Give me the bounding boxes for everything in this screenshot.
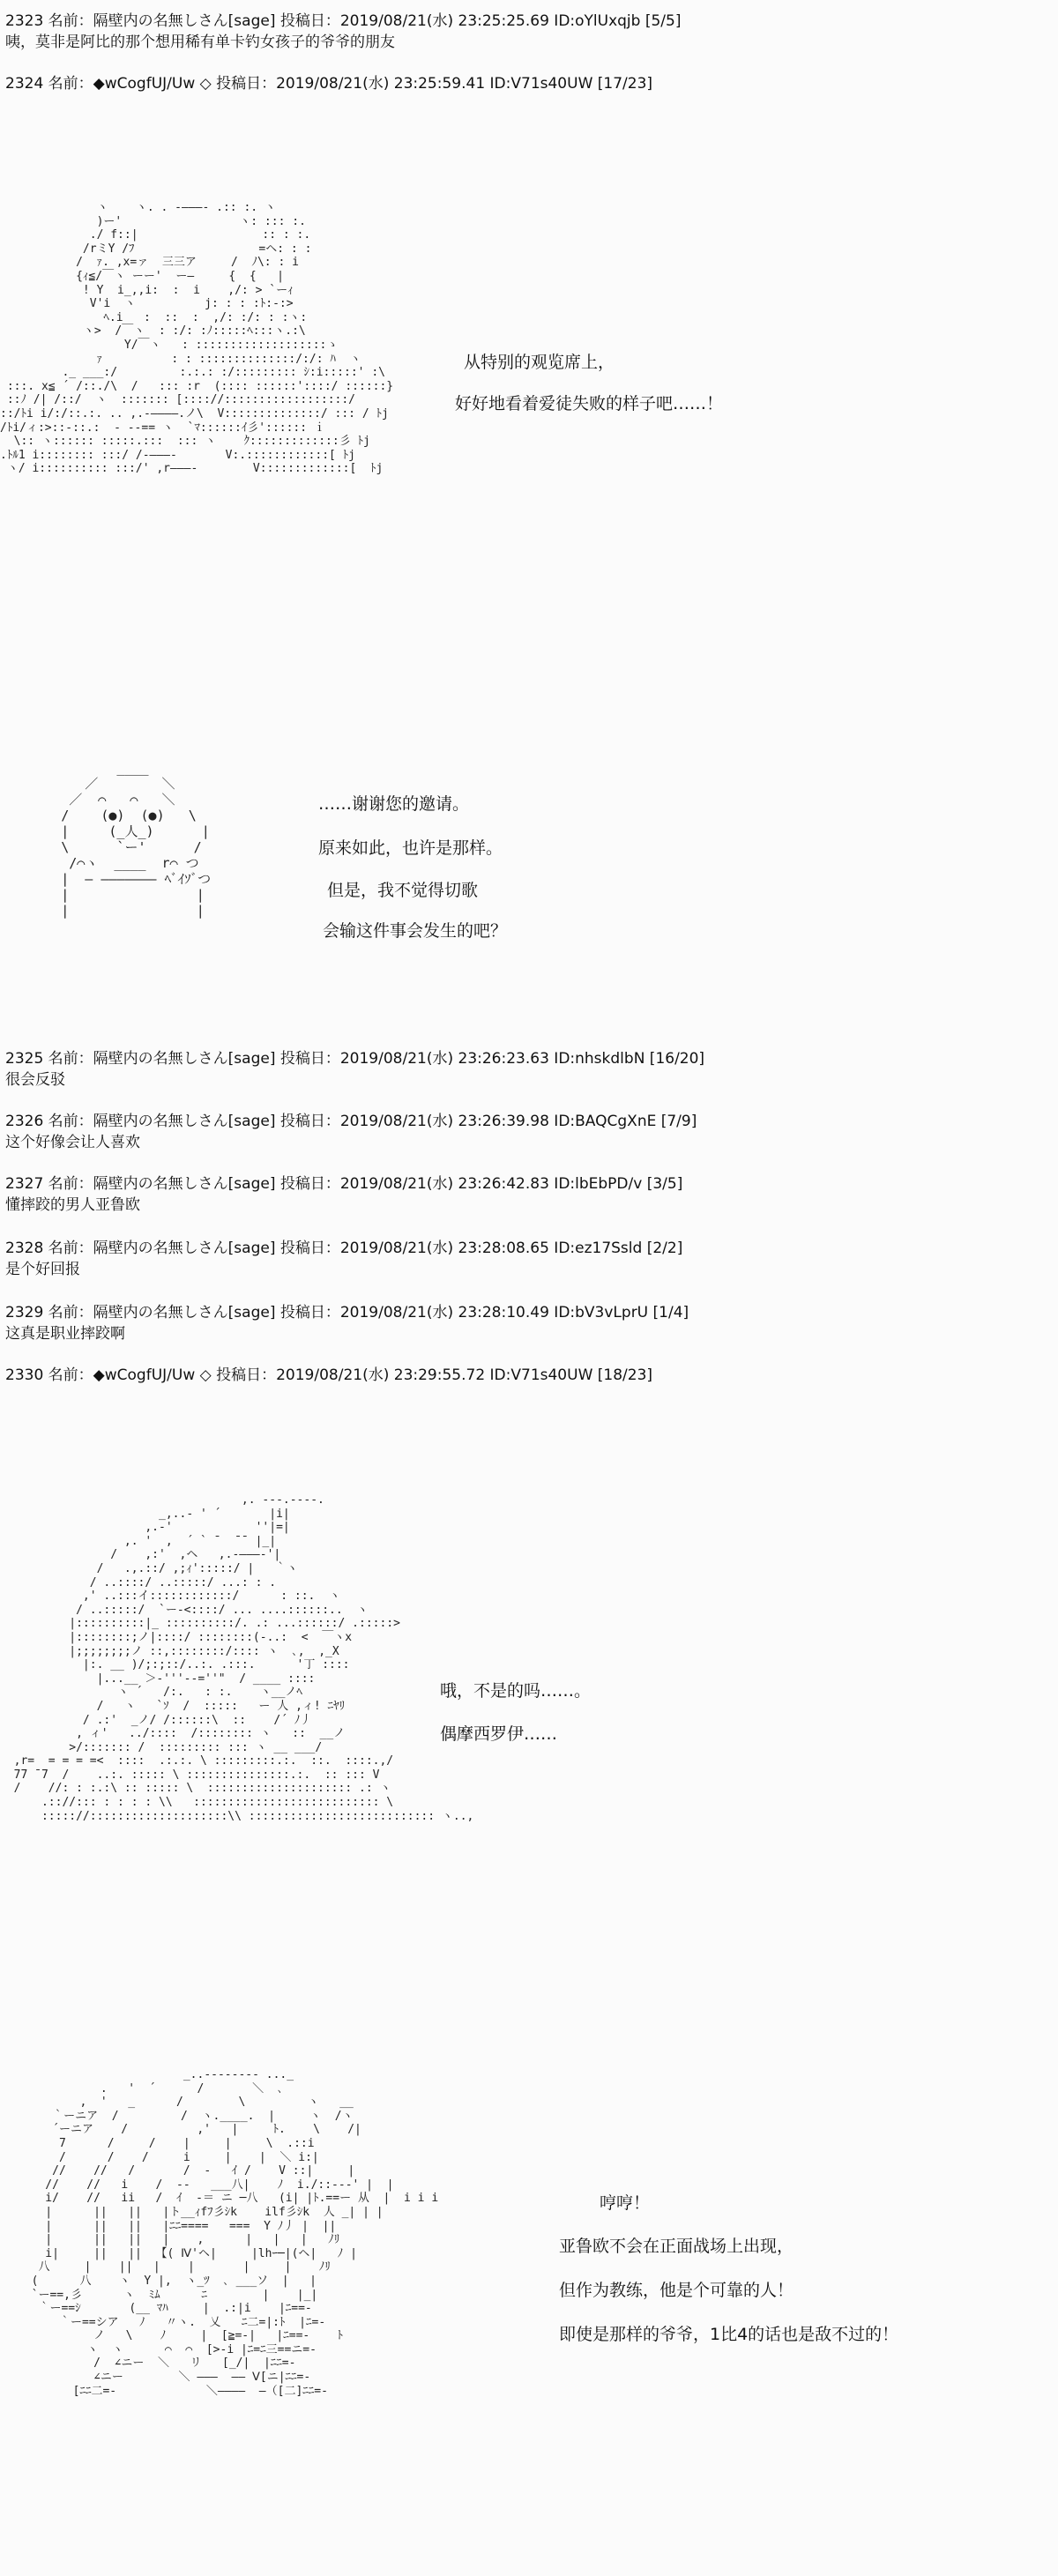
post-body: 懂摔跤的男人亚鲁欧 [5,1196,140,1214]
post-body: 是个好回报 [5,1261,80,1278]
ascii-art-grinning-character: ,. ---.----. _,..- ' ´ |i| ,.-' ''|=| ,. ' , ´ ` ̄ ̄ ̄ |_| / ,:' ,ヘ ,.-―――-'| / .,.::/ ,;ｨ':::::/ | ｀ヽ / ..::::/ ..:::::/ ...: : . ,' ..:::イ::::::::::::/ : ::. ヽ / ..:::::/ `ー-<::::/ ... ....::::::.. ヽ |::::::::::|_ ::::::::::/. .: ...::::::/ .:::::> |::::::::;ノ|::::/ ::::::::(-..: < ￣ヽx |;;;;;;;;ノ ::,::::::::/:::: ヽ ､, ,_X |:. __ )/;:;::/..:. .:::. '丁 :::: |...__ ＞-'''--=''" / ____ :::: ヽ ´ /:. : :. ヽ__ノﾍ / ヽ `ｿ / ::::: ー 人 ,ィ! ﾆﾔﾘ / .:' _ノ/ /::::::\ :: /´ ﾉ丿 , ィ' ../:::: /:::::::: ヽ :: __ノ >/::::::: / ::::::::: ::: ヽ __ ___/ ,r= = = = =< :::: .:.:. \ :::::::::.:. ::. ::::.,/ 77 ̄ ̄7 / ..:. ::::: \ :::::::::::::::.:. :: ::: V / //: : :.:\ :: ::::: \ ::::::::::::::::::::: .: ヽ .:://::: : : : : \\ ::::::::::::::::::::::::::: \ ::::://::::::::::::::::::::\\ ::::::::::::::::::::::::::: ヽ.., [13,1493,474,1823]
post-body: 咦，莫非是阿比的那个想用稀有单卡钓女孩子的爷爷的朋友 [5,34,395,51]
dialogue-line: 亚鲁欧不会在正面战场上出现， [559,2237,794,2256]
dialogue-line: 从特别的观览席上， [464,353,615,372]
post-2325 [5,1048,704,1091]
post-2323 [5,11,681,53]
post-2327 [5,1173,682,1216]
post-2329 [5,1302,689,1344]
post-body: 这个好像会让人喜欢 [5,1134,140,1151]
dialogue-line: 但作为教练，他是个可靠的人！ [559,2281,794,2300]
ascii-art-round-character: ____ ／ ＼ ／ ⌒ ⌒ ＼ / (●) (●) \ | (_人_) | \ `ー' / /⌒ヽ ____ r⌒ つ | ― ――――――― ﾍﾞｲｿﾞつ | | | | [61,760,212,919]
ascii-art-girl-character: _..-------- ..._ . ' ´ / ＼ ､ , ' _ / \ ヽ __ ｀ーニア / / ヽ.____. | ヽ /ヽ ´ーニア / ,' | ﾄ. \ /| 7 / / | | \ .::i / / / i | | ＼ i:| // // / / - ｲ / V ::| | // // i / -- ___八| ﾉ i./::---' | | i/ // ii / ｲ -＝ ニ ─八 (i| |ﾄ.==ー 从 | i i i | || || |ト__ｨfﾌ彡ｼk ilf彡ｼk 人 _| | | | || || |ﾆﾆ==== === Y ﾉ丿 | || | || || | , | | | ﾉﾘ i| || || 【( Ⅳ'ヘ| |lhｰ─|(ヘ| ﾉ | 八 | || | | | | ﾉﾘ ( 八 ヽ Y |, ヽ_ﾂ ､ ___ソ | | `ー==,彡 ヽ ﾐﾑ ﾆ | |_| ｀ー==ｼ (__ ﾏﾊ | .:|i |ﾆ==- ｀ー==シア ﾉ 〃ヽ. 乂 ﾆ二=|:ﾄ |ﾆ=- ノ \ ﾉ | [≧=-| |ﾆ==- ﾄ ヽ ヽ ⌒ ⌒ [>-i |ﾆ=ﾆ三==ニ=- / ∠ニー ＼ リ [_/| |ﾆﾆ=- ∠ニー ＼ ――― ―― Ⅴ[ニ|ﾆﾆ=- [ﾆﾆ二=- ＼―――― ―（[二]ﾆﾆ=- [31,2068,439,2398]
post-header: 2324 名前：◆wCogfUJ/Uw ◇ 投稿日：2019/08/21(水) 23:25:59.41 ID:V71s40UW [17/23] [5,75,653,93]
dialogue-line: 但是，我不觉得切歌 [327,881,479,900]
ascii-art-old-man: ヽ ヽ. . -―――- .:: :. ヽ )ー' ヽ: ::: :. ./ f::| :: : :. /rミY /ﾌ =ヘ: : : / ｧ. ,x=ァ 三三ア / ﾉ\: : i {ｨ≦/￣ヽ ーー' ー― { { | ! Y i_,,i: : i ,/: > `ーｨ V'i ヽ j: : : :ﾄ:-:> ﾍ.i : :: : ,/: :/: : :ヽ: ヽ> /￣ヽ : :/: :ﾉ:::::ﾍ:::ヽ.:\ Y/￣ヽ : :::::::::::::::::::ゝ ｧ : : ::::::::::::::/:/: ﾊ ヽ ._ ___:/ :.:.: :/::::::::: ｼ:i:::::' :\ :::. x≦ ´ /::./\ / ::: :r (:::: ::::::'::::/ ::::::} ::ﾉ /| /::/ ヽ ::::::: [:::://::::::::::::::::::/ ::/ﾄi i/:/::.:. .. ,.-――――.ノ\ V::::::::::::::/ ::: / ﾄj /ﾄi/ィ:>::-::.: - --== ヽ `ﾏ::::::ｲ彡':::::: ｉ \:: ヽ:::::: :::::.::: ::: ヽ ｸ:::::::::::::彡 ﾄj .ﾄﾙ1 i:::::::: :::/ /-―――- V:.::::::::::::[ ﾄj ヽ/ i:::::::::: :::/' ,r―――- V:::::::::::::[ ﾄj [0,201,394,476]
dialogue-line: 会输这件事会发生的吧？ [323,921,508,941]
dialogue-line: ……谢谢您的邀请。 [318,794,470,814]
post-header: 2325 名前：隔壁内の名無しさん[sage] 投稿日：2019/08/21(水) 23:26:23.63 ID:nhskdlbN [16/20] [5,1050,705,1068]
post-header: 2323 名前：隔壁内の名無しさん[sage] 投稿日：2019/08/21(水) 23:25:25.69 ID:oYlUxqjb [5/5] [5,12,682,30]
post-2328 [5,1238,682,1280]
dialogue-line: 原来如此，也许是那样。 [318,838,503,858]
dialogue-line: 好好地看着爱徒失败的样子吧……！ [455,394,724,413]
post-header: 2327 名前：隔壁内の名無しさん[sage] 投稿日：2019/08/21(水) 23:26:42.83 ID:lbEbPD/v [3/5] [5,1175,683,1193]
post-2326 [5,1111,697,1153]
post-body: 很会反驳 [5,1071,65,1089]
dialogue-line: 即使是那样的爷爷，1比4的话也是敌不过的！ [559,2325,899,2344]
dialogue-line: 哦，不是的吗……。 [440,1681,592,1701]
post-header: 2326 名前：隔壁内の名無しさん[sage] 投稿日：2019/08/21(水) 23:26:39.98 ID:BAQCgXnE [7/9] [5,1113,697,1130]
post-2324 [5,73,652,94]
dialogue-line: 哼哼！ [600,2193,651,2213]
post-header: 2328 名前：隔壁内の名無しさん[sage] 投稿日：2019/08/21(水) 23:28:08.65 ID:ez17Ssld [2/2] [5,1240,683,1257]
dialogue-line: 偶摩西罗伊…… [440,1724,558,1744]
post-header: 2330 名前：◆wCogfUJ/Uw ◇ 投稿日：2019/08/21(水) 23:29:55.72 ID:V71s40UW [18/23] [5,1366,653,1384]
post-header: 2329 名前：隔壁内の名無しさん[sage] 投稿日：2019/08/21(水) 23:28:10.49 ID:bV3vLprU [1/4] [5,1304,689,1322]
post-2330 [5,1365,652,1386]
post-body: 这真是职业摔跤啊 [5,1325,125,1343]
